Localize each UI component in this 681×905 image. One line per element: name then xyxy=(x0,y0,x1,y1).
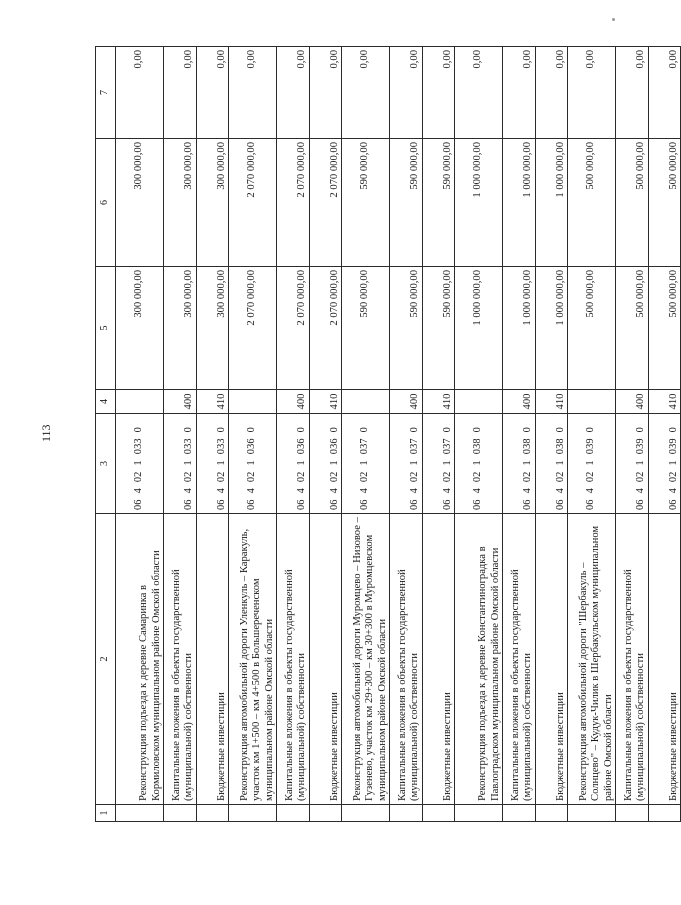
table-row xyxy=(229,47,277,822)
code-segment: 4 xyxy=(246,488,258,494)
code-segment: 0 xyxy=(296,427,308,433)
classification-code xyxy=(616,414,649,514)
amount-col7: 0,00 xyxy=(229,47,277,139)
row-name: Капитальные вложения в объекты государственной (муниципальной) собственности xyxy=(164,514,197,805)
code-segment: 4 xyxy=(409,488,421,494)
column-number-row xyxy=(96,47,116,822)
code-segment: 0 xyxy=(667,427,679,433)
expense-type-code: 400 xyxy=(164,390,197,414)
code-segment: 06 xyxy=(133,499,145,510)
classification-code xyxy=(648,414,681,514)
amount-col7: 0,00 xyxy=(503,47,536,139)
amount-col5: 2 070 000,00 xyxy=(229,267,277,390)
expense-type-code xyxy=(568,390,616,414)
code-segment: 0 xyxy=(359,427,371,433)
table-row xyxy=(277,47,310,822)
code-segment: 02 xyxy=(409,471,421,483)
column-number: 1 xyxy=(96,805,116,822)
classification-code xyxy=(342,414,390,514)
code-segment: 1 xyxy=(359,460,371,466)
amount-col7: 0,00 xyxy=(309,47,342,139)
code-segment: 0 xyxy=(472,427,484,433)
table-row xyxy=(616,47,649,822)
empty-cell xyxy=(568,805,616,822)
code-segment: 0 xyxy=(522,427,534,433)
row-name: Капитальные вложения в объекты государственной (муниципальной) собственности xyxy=(277,514,310,805)
amount-col7: 0,00 xyxy=(164,47,197,139)
row-name: Бюджетные инвестиции xyxy=(422,514,455,805)
amount-col7: 0,00 xyxy=(568,47,616,139)
empty-cell xyxy=(503,805,536,822)
code-segment: 06 xyxy=(359,499,371,510)
code-segment: 02 xyxy=(441,471,453,483)
row-name: Капитальные вложения в объекты государственной (муниципальной) собственности xyxy=(503,514,536,805)
code-segment: 037 xyxy=(441,438,453,455)
classification-code xyxy=(390,414,423,514)
expense-type-code: 410 xyxy=(422,390,455,414)
code-segment: 4 xyxy=(585,488,597,494)
code-segment: 039 xyxy=(585,438,597,455)
table-row xyxy=(568,47,616,822)
code-segment: 06 xyxy=(472,499,484,510)
expense-type-code: 400 xyxy=(390,390,423,414)
amount-col6: 590 000,00 xyxy=(390,139,423,267)
code-segment: 038 xyxy=(472,438,484,455)
empty-cell xyxy=(616,805,649,822)
row-name: Реконструкция подъезда к деревне Константиноградка в Павлоградском муниципальном районе Омской области xyxy=(455,514,503,805)
code-segment: 06 xyxy=(522,499,534,510)
classification-code xyxy=(309,414,342,514)
code-segment: 1 xyxy=(441,460,453,466)
code-segment: 0 xyxy=(585,427,597,433)
code-segment: 036 xyxy=(246,438,258,455)
amount-col5: 500 000,00 xyxy=(648,267,681,390)
code-segment: 4 xyxy=(359,488,371,494)
code-segment: 1 xyxy=(635,460,647,466)
code-segment: 1 xyxy=(585,460,597,466)
row-name: Реконструкция автомобильной дороги Уленкуль – Каракуль, участок км 1+500 – км 4+500 в Большереченском муниципальном районе Омской области xyxy=(229,514,277,805)
amount-col5: 590 000,00 xyxy=(342,267,390,390)
code-segment: 02 xyxy=(522,471,534,483)
amount-col5: 1 000 000,00 xyxy=(535,267,568,390)
amount-col6: 2 070 000,00 xyxy=(309,139,342,267)
row-name: Бюджетные инвестиции xyxy=(309,514,342,805)
empty-cell xyxy=(229,805,277,822)
code-segment: 1 xyxy=(328,460,340,466)
code-segment: 02 xyxy=(183,471,195,483)
table-row xyxy=(342,47,390,822)
code-segment: 06 xyxy=(635,499,647,510)
code-segment: 4 xyxy=(133,488,145,494)
amount-col6: 1 000 000,00 xyxy=(535,139,568,267)
amount-col7: 0,00 xyxy=(196,47,229,139)
table-row xyxy=(196,47,229,822)
column-number: 2 xyxy=(96,514,116,805)
amount-col5: 2 070 000,00 xyxy=(277,267,310,390)
expense-type-code xyxy=(455,390,503,414)
column-number: 3 xyxy=(96,414,116,514)
column-number: 6 xyxy=(96,139,116,267)
amount-col7: 0,00 xyxy=(648,47,681,139)
expense-type-code: 410 xyxy=(535,390,568,414)
code-segment: 0 xyxy=(246,427,258,433)
amount-col6: 1 000 000,00 xyxy=(455,139,503,267)
amount-col6: 500 000,00 xyxy=(568,139,616,267)
amount-col5: 2 070 000,00 xyxy=(309,267,342,390)
code-segment: 06 xyxy=(441,499,453,510)
empty-cell xyxy=(455,805,503,822)
amount-col6: 300 000,00 xyxy=(196,139,229,267)
amount-col7: 0,00 xyxy=(277,47,310,139)
code-segment: 4 xyxy=(667,488,679,494)
amount-col5: 500 000,00 xyxy=(568,267,616,390)
row-name: Бюджетные инвестиции xyxy=(196,514,229,805)
code-segment: 02 xyxy=(667,471,679,483)
code-segment: 033 xyxy=(183,438,195,455)
classification-code xyxy=(116,414,164,514)
amount-col6: 300 000,00 xyxy=(116,139,164,267)
table-row xyxy=(503,47,536,822)
amount-col5: 1 000 000,00 xyxy=(455,267,503,390)
table-row xyxy=(648,47,681,822)
code-segment: 036 xyxy=(328,438,340,455)
code-segment: 039 xyxy=(635,438,647,455)
code-segment: 1 xyxy=(183,460,195,466)
code-segment: 1 xyxy=(296,460,308,466)
column-number: 7 xyxy=(96,47,116,139)
amount-col5: 1 000 000,00 xyxy=(503,267,536,390)
budget-table-sheet xyxy=(95,47,679,822)
row-name: Реконструкция автомобильной дороги Муромцево – Низовое – Гузенево, участок км 29+300 – км 30+300 в Муромцевском муниципальном районе Омской области xyxy=(342,514,390,805)
table-row xyxy=(422,47,455,822)
amount-col6: 500 000,00 xyxy=(616,139,649,267)
code-segment: 0 xyxy=(441,427,453,433)
code-segment: 02 xyxy=(296,471,308,483)
classification-code xyxy=(164,414,197,514)
code-segment: 036 xyxy=(296,438,308,455)
code-segment: 06 xyxy=(296,499,308,510)
table-row xyxy=(116,47,164,822)
code-segment: 1 xyxy=(522,460,534,466)
code-segment: 06 xyxy=(667,499,679,510)
code-segment: 4 xyxy=(328,488,340,494)
code-segment: 06 xyxy=(585,499,597,510)
amount-col7: 0,00 xyxy=(422,47,455,139)
code-segment: 0 xyxy=(215,427,227,433)
table-row xyxy=(455,47,503,822)
code-segment: 02 xyxy=(472,471,484,483)
amount-col6: 2 070 000,00 xyxy=(229,139,277,267)
code-segment: 039 xyxy=(667,438,679,455)
empty-cell xyxy=(648,805,681,822)
empty-cell xyxy=(164,805,197,822)
code-segment: 06 xyxy=(409,499,421,510)
classification-code xyxy=(455,414,503,514)
budget-table xyxy=(95,46,681,822)
expense-type-code xyxy=(229,390,277,414)
expense-type-code: 410 xyxy=(196,390,229,414)
code-segment: 06 xyxy=(246,499,258,510)
row-name: Реконструкция автомобильной дороги "Шербакуль – Солнцево" – Кудук-Чилик в Шербакульском муниципальном районе Омской области xyxy=(568,514,616,805)
code-segment: 06 xyxy=(328,499,340,510)
expense-type-code: 400 xyxy=(503,390,536,414)
code-segment: 0 xyxy=(409,427,421,433)
classification-code xyxy=(277,414,310,514)
code-segment: 4 xyxy=(472,488,484,494)
row-name: Капитальные вложения в объекты государственной (муниципальной) собственности xyxy=(390,514,423,805)
code-segment: 02 xyxy=(585,471,597,483)
amount-col7: 0,00 xyxy=(116,47,164,139)
classification-code xyxy=(503,414,536,514)
code-segment: 1 xyxy=(667,460,679,466)
empty-cell xyxy=(422,805,455,822)
code-segment: 4 xyxy=(635,488,647,494)
code-segment: 4 xyxy=(296,488,308,494)
code-segment: 0 xyxy=(183,427,195,433)
code-segment: 033 xyxy=(215,438,227,455)
amount-col6: 590 000,00 xyxy=(342,139,390,267)
amount-col7: 0,00 xyxy=(535,47,568,139)
empty-cell xyxy=(116,805,164,822)
amount-col5: 300 000,00 xyxy=(116,267,164,390)
code-segment: 0 xyxy=(133,427,145,433)
code-segment: 1 xyxy=(133,460,145,466)
amount-col5: 590 000,00 xyxy=(422,267,455,390)
row-name: Реконструкция подъезда к деревне Самаринка в Кормиловском муниципальном районе Омской области xyxy=(116,514,164,805)
code-segment: 1 xyxy=(215,460,227,466)
empty-cell xyxy=(196,805,229,822)
code-segment: 02 xyxy=(328,471,340,483)
empty-cell xyxy=(342,805,390,822)
empty-cell xyxy=(277,805,310,822)
table-row xyxy=(164,47,197,822)
code-segment: 4 xyxy=(522,488,534,494)
code-segment: 1 xyxy=(409,460,421,466)
amount-col5: 500 000,00 xyxy=(616,267,649,390)
row-name: Бюджетные инвестиции xyxy=(648,514,681,805)
table-row xyxy=(390,47,423,822)
amount-col5: 300 000,00 xyxy=(196,267,229,390)
code-segment: 02 xyxy=(554,471,566,483)
code-segment: 06 xyxy=(183,499,195,510)
expense-type-code: 400 xyxy=(616,390,649,414)
classification-code xyxy=(196,414,229,514)
code-segment: 037 xyxy=(409,438,421,455)
amount-col5: 590 000,00 xyxy=(390,267,423,390)
code-segment: 06 xyxy=(215,499,227,510)
empty-cell xyxy=(390,805,423,822)
expense-type-code xyxy=(116,390,164,414)
code-segment: 038 xyxy=(522,438,534,455)
row-name: Бюджетные инвестиции xyxy=(535,514,568,805)
classification-code xyxy=(535,414,568,514)
amount-col5: 300 000,00 xyxy=(164,267,197,390)
code-segment: 02 xyxy=(635,471,647,483)
code-segment: 4 xyxy=(183,488,195,494)
classification-code xyxy=(422,414,455,514)
amount-col6: 1 000 000,00 xyxy=(503,139,536,267)
page-number: 113 xyxy=(39,424,53,442)
expense-type-code xyxy=(342,390,390,414)
empty-cell xyxy=(535,805,568,822)
code-segment: 02 xyxy=(133,471,145,483)
amount-col7: 0,00 xyxy=(455,47,503,139)
code-segment: 02 xyxy=(246,471,258,483)
amount-col6: 590 000,00 xyxy=(422,139,455,267)
code-segment: 037 xyxy=(359,438,371,455)
code-segment: 4 xyxy=(554,488,566,494)
code-segment: 0 xyxy=(328,427,340,433)
table-row xyxy=(535,47,568,822)
column-number: 4 xyxy=(96,390,116,414)
expense-type-code: 410 xyxy=(648,390,681,414)
empty-cell xyxy=(309,805,342,822)
row-name: Капитальные вложения в объекты государственной (муниципальной) собственности xyxy=(616,514,649,805)
amount-col7: 0,00 xyxy=(390,47,423,139)
code-segment: 1 xyxy=(246,460,258,466)
classification-code xyxy=(568,414,616,514)
code-segment: 1 xyxy=(472,460,484,466)
code-segment: 06 xyxy=(554,499,566,510)
amount-col7: 0,00 xyxy=(342,47,390,139)
code-segment: 4 xyxy=(215,488,227,494)
amount-col7: 0,00 xyxy=(616,47,649,139)
table-row xyxy=(309,47,342,822)
code-segment: 02 xyxy=(359,471,371,483)
amount-col6: 300 000,00 xyxy=(164,139,197,267)
code-segment: 0 xyxy=(554,427,566,433)
code-segment: 02 xyxy=(215,471,227,483)
scan-speck xyxy=(612,18,615,21)
expense-type-code: 410 xyxy=(309,390,342,414)
column-number: 5 xyxy=(96,267,116,390)
expense-type-code: 400 xyxy=(277,390,310,414)
code-segment: 0 xyxy=(635,427,647,433)
amount-col6: 2 070 000,00 xyxy=(277,139,310,267)
code-segment: 4 xyxy=(441,488,453,494)
code-segment: 038 xyxy=(554,438,566,455)
classification-code xyxy=(229,414,277,514)
code-segment: 033 xyxy=(133,438,145,455)
code-segment: 1 xyxy=(554,460,566,466)
amount-col6: 500 000,00 xyxy=(648,139,681,267)
